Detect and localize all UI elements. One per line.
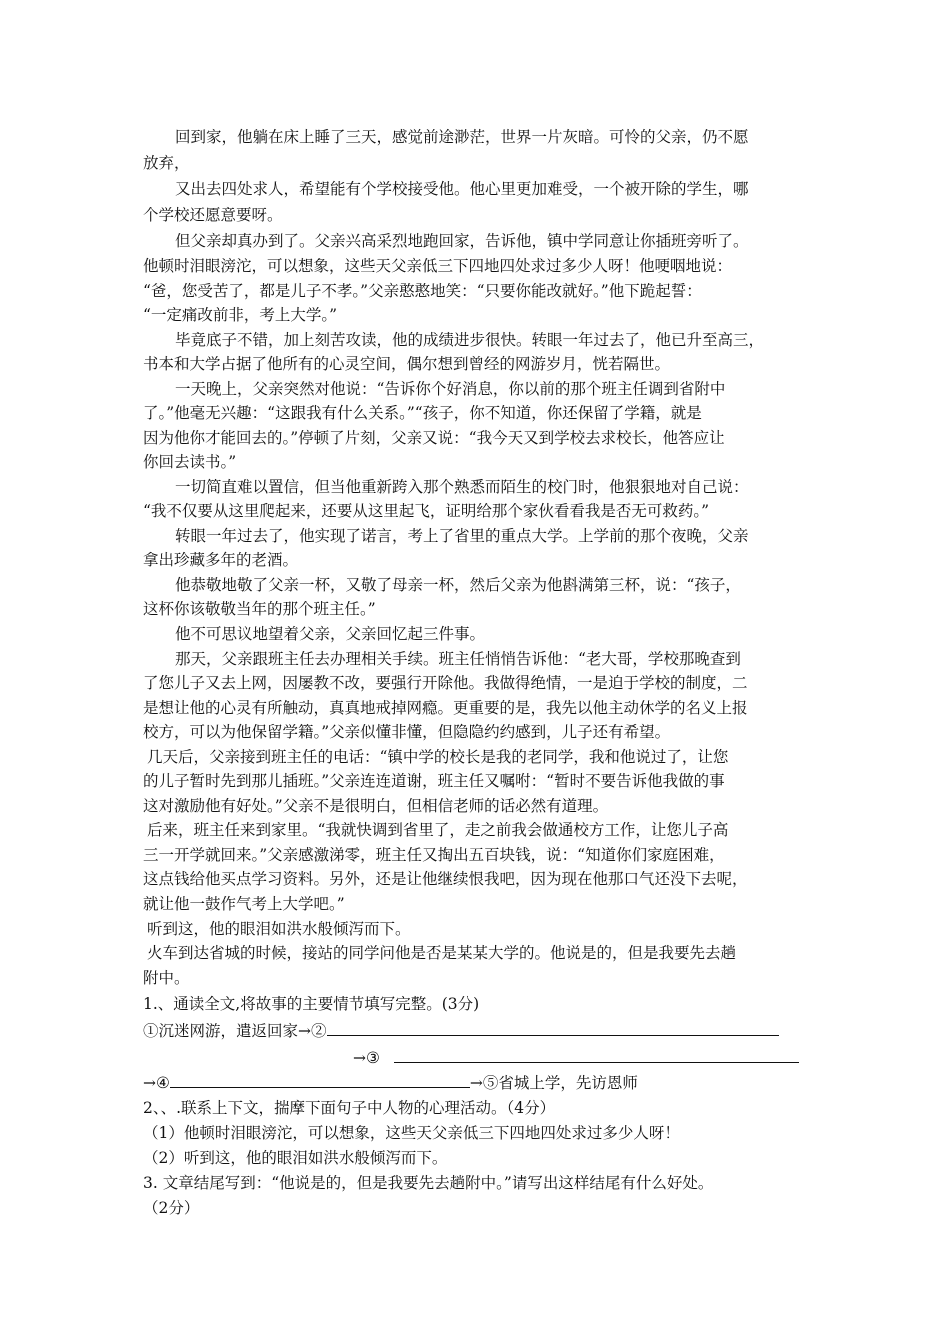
story-line: 一切简直难以置信，但当他重新跨入那个熟悉而陌生的校门时，他狠狠地对自己说： [175, 478, 749, 496]
story-line: 了。”他毫无兴趣：“这跟我有什么关系。”“孩子，你不知道，你还保留了学籍，就是 [143, 404, 702, 422]
story-line: 一天晚上，父亲突然对他说：“告诉你个好消息，你以前的那个班主任调到省附中 [175, 380, 726, 398]
answer-blank-2[interactable] [327, 1019, 779, 1036]
q1-row2-text: →③ [353, 1049, 380, 1067]
story-line: 但父亲却真办到了。父亲兴高采烈地跑回家，告诉他，镇中学同意让你插班旁听了。 [175, 232, 749, 250]
story-line: 毕竟底子不错，加上刻苦攻读，他的成绩进步很快。转眼一年过去了，他已升至高三， [175, 331, 765, 349]
story-line: 附中。 [143, 969, 190, 987]
story-line: 是想让他的心灵有所触动，真真地戒掉网瘾。更重要的是，我先以他主动休学的名义上报 [143, 699, 748, 717]
story-line: 了您儿子又去上网，因屡教不改，要强行开除他。我做得绝情，一是迫于学校的制度，二 [143, 674, 748, 692]
story-line: “一定痛改前非，考上大学。” [143, 306, 338, 324]
question-1-row-2 [143, 1046, 813, 1068]
question-1-row-1 [143, 1019, 813, 1041]
question-1-title: 1.、通读全文,将故事的主要情节填写完整。(3分) [143, 995, 480, 1013]
story-line: 听到这，他的眼泪如洪水般倾泻而下。 [147, 920, 411, 938]
story-line: 就让他一鼓作气考上大学吧。” [143, 895, 345, 913]
story-line: 因为他你才能回去的。”停顿了片刻，父亲又说：“我今天又到学校去求校长，他答应让 [143, 429, 725, 447]
story-line: 那天，父亲跟班主任去办理相关手续。班主任悄悄告诉他：“老大哥，学校那晚查到 [175, 650, 741, 668]
answer-blank-3[interactable] [394, 1046, 799, 1063]
story-line: 你回去读书。” [143, 453, 237, 471]
answer-blank-4[interactable] [170, 1071, 470, 1088]
story-line: 他顿时泪眼滂沱，可以想象，这些天父亲低三下四地四处求过多少人呀！他哽咽地说： [143, 257, 733, 275]
story-line: 拿出珍藏多年的老酒。 [143, 551, 299, 569]
story-line: 他不可思议地望着父亲，父亲回忆起三件事。 [175, 625, 486, 643]
q1-row3-start: →④ [143, 1074, 170, 1092]
story-line: 回到家，他躺在床上睡了三天，感觉前途渺茫，世界一片灰暗。可怜的父亲，仍不愿 [175, 128, 749, 146]
story-line: 三一开学就回来。”父亲感激涕零，班主任又掏出五百块钱，说：“知道你们家庭困难， [143, 846, 725, 864]
question-2-item-1: （1）他顿时泪眼滂沱，可以想象，这些天父亲低三下四地四处求过多少人呀！ [143, 1124, 680, 1142]
story-line: 这对激励他有好处。”父亲不是很明白，但相信老师的话必然有道理。 [143, 797, 609, 815]
story-line: 几天后，父亲接到班主任的电话：“镇中学的校长是我的老同学，我和他说过了，让您 [147, 748, 729, 766]
question-2-item-2: （2）听到这，他的眼泪如洪水般倾泻而下。 [143, 1149, 448, 1167]
story-line: 个学校还愿意要呀。 [143, 206, 283, 224]
story-line: 转眼一年过去了，他实现了诺言，考上了省里的重点大学。上学前的那个夜晚，父亲 [175, 527, 749, 545]
story-line: 这点钱给他买点学习资料。另外，还是让他继续恨我吧，因为现在他那口气还没下去呢， [143, 870, 748, 888]
story-line: 的儿子暂时先到那儿插班。”父亲连连道谢，班主任又嘱咐：“暂时不要告诉他我做的事 [143, 772, 725, 790]
story-line: 又出去四处求人，希望能有个学校接受他。他心里更加难受，一个被开除的学生，哪 [175, 180, 749, 198]
story-line: “我不仅要从这里爬起来，还要从这里起飞，证明给那个家伙看看我是否无可救药。” [143, 502, 710, 520]
question-3-score: （2分） [143, 1199, 200, 1217]
story-line: 这杯你该敬敬当年的那个班主任。” [143, 600, 376, 618]
question-1-row-3 [143, 1071, 813, 1093]
story-line: 火车到达省城的时候，接站的同学问他是否是某某大学的。他说是的，但是我要先去趟 [147, 944, 737, 962]
story-line: 后来，班主任来到家里。“我就快调到省里了，走之前我会做通校方工作，让您儿子高 [147, 821, 729, 839]
question-2-title: 2、、.联系上下文，揣摩下面句子中人物的心理活动。（4分） [143, 1099, 556, 1117]
story-line: 他恭敬地敬了父亲一杯，又敬了母亲一杯，然后父亲为他斟满第三杯，说：“孩子， [175, 576, 741, 594]
story-line: 书本和大学占据了他所有的心灵空间，偶尔想到曾经的网游岁月，恍若隔世。 [143, 355, 671, 373]
q1-row1-text: ①沉迷网游，遣返回家→② [143, 1022, 327, 1040]
question-3-title: 3. 文章结尾写到：“他说是的，但是我要先去趟附中。”请写出这样结尾有什么好处。 [143, 1174, 714, 1192]
story-line: “爸，您受苦了，都是儿子不孝。”父亲憨憨地笑：“只要你能改就好。”他下跪起誓： [143, 282, 702, 300]
story-line: 校方，可以为他保留学籍。”父亲似懂非懂，但隐隐约约感到，儿子还有希望。 [143, 723, 671, 741]
q1-row3-end: →⑤省城上学，先访恩师 [469, 1074, 638, 1092]
story-line: 放弃， [143, 154, 190, 172]
